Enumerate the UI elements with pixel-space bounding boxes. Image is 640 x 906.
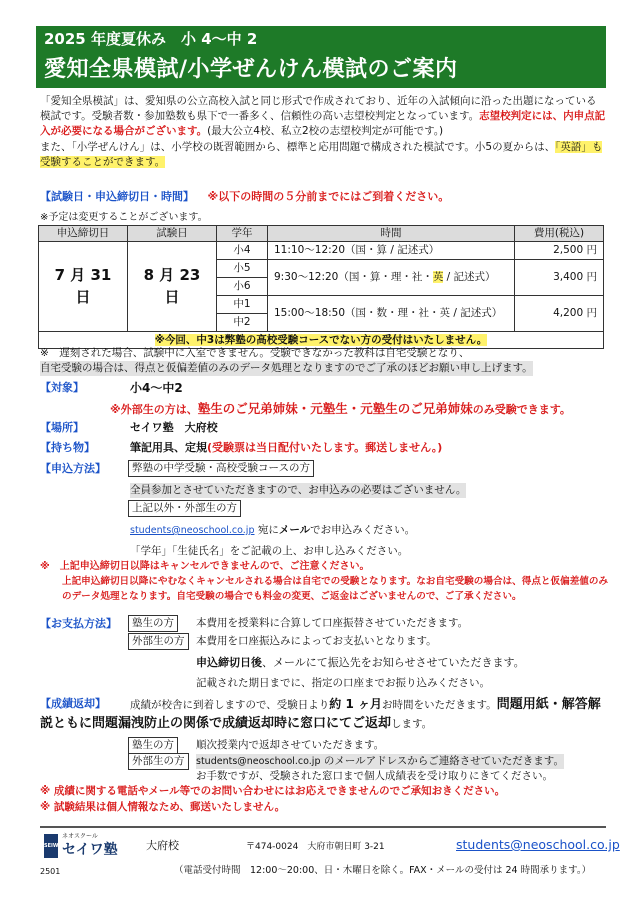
cancel-note-1: ※ 上記申込締切日以降はキャンセルできませんので、ご注意ください。 xyxy=(40,561,370,572)
cancel-note-2-b: なお自宅受験の場合は、得点と仮偏差値のみ xyxy=(416,576,609,587)
cancel-note-2-a: 上記申込締切日以降にやむなくキャンセルされる場合は自宅での受験となります。 xyxy=(62,576,417,587)
items-label: 【持ち物】 xyxy=(40,441,95,454)
items-value-wrap xyxy=(130,440,442,456)
warning-1: ※ 成績に関する電話やメール等でのお問い合わせにはお応えできませんのでご承知おきください。 xyxy=(40,785,506,797)
payment-label xyxy=(40,616,117,632)
time-english-highlight: 英 xyxy=(432,271,444,284)
results-text-1 xyxy=(130,696,601,715)
apply-text-2 xyxy=(130,523,415,538)
grade-cell: 中1 xyxy=(217,296,268,314)
warning-2: ※ 試験結果は個人情報なため、郵送いたしません。 xyxy=(40,801,286,813)
results-text-5: お手数ですが、受験された窓口まで個人成績表を受け取りにきてください。 xyxy=(196,770,553,782)
results-row-1 xyxy=(40,696,601,712)
intro-paragraph-1 xyxy=(40,94,606,140)
fee-cell: 4,200 円 xyxy=(515,296,604,332)
apply-text-2-b: メール xyxy=(278,524,311,536)
results-text-4-b: のメールアドレスからご連絡させていただきます。 xyxy=(320,755,564,767)
payment-text-3-b: 、メールにて振込先をお知らせさせていただきます。 xyxy=(262,656,525,669)
items-note: (受験票は当日配付いたします。郵送しません。) xyxy=(207,441,443,454)
payment-text-2: 本費用を口座振込みによってお支払いとなります。 xyxy=(196,635,437,647)
grade-cell: 小4 xyxy=(217,242,268,260)
results-text-3: 順次授業内で返却させていただきます。 xyxy=(196,739,385,751)
place-value: セイワ塾 大府校 xyxy=(130,421,218,434)
payment-box-1 xyxy=(128,615,178,632)
payment-box-1-label: 塾生の方 xyxy=(128,615,178,632)
apply-box-1-label: 弊塾の中学受験・高校受験コースの方 xyxy=(128,460,314,477)
logo-main-text: セイワ塾 xyxy=(62,842,118,858)
results-label: 【成績返却】 xyxy=(40,697,106,710)
time-cell xyxy=(268,260,515,296)
intro-p1-a: 「愛知全県模試」は、愛知県の公立高校入試と同じ形式で作成されており、近年の入試傾向に沿った出題になっている模試です。受験者数・参加塾数も県下で一番多く、信頼性の高い志望校判定となっています。 xyxy=(40,95,597,123)
target-label: 【対象】 xyxy=(40,381,84,394)
results-text-1-a: 成績が校舎に到着しますので、受験日より xyxy=(130,699,330,711)
time-text-tail: / 記述式） xyxy=(443,271,496,284)
results-text-1-d: 問題用紙・解答解 xyxy=(496,697,601,712)
header-time: 時間 xyxy=(268,226,515,242)
exam-note: ※以下の時間の５分前までにはご到着ください。 xyxy=(207,190,450,203)
table-footer-note: ※今回、中3は弊塾の高校受験コースでない方の受付はいたしません。 xyxy=(154,333,488,346)
apply-box-2-label: 上記以外・外部生の方 xyxy=(128,500,241,517)
payment-text-1: 本費用を授業料に合算して口座振替させていただきます。 xyxy=(196,617,469,629)
cancel-note-3: のデータ処理となります。自宅受験の場合でも料金の変更、ご返金はございませんので、ご了承ください。 xyxy=(62,591,522,602)
results-text-2-b: します。 xyxy=(391,718,433,730)
payment-text-3 xyxy=(196,655,525,671)
schedule-note: ※予定は変更することがございます。 xyxy=(40,212,208,223)
intro-p2-a: また、「小学ぜんけん」は、小学校の既習範囲から、標準と応用問題で構成された模試です。小5の夏からは、 xyxy=(40,140,556,153)
intro-paragraph-2 xyxy=(40,140,606,170)
logo-side-text: SEIWA xyxy=(44,843,63,849)
intro-p2-highlight: 「英語」も受験することができます。 xyxy=(40,140,603,168)
footer-code: 2501 xyxy=(40,867,61,876)
schedule-table xyxy=(38,225,604,349)
results-email[interactable]: students@neoschool.co.jp xyxy=(196,756,321,767)
results-box-2-label: 外部生の方 xyxy=(128,753,189,770)
time-cell: 11:10～12:20（国・算 / 記述式） xyxy=(268,242,515,260)
logo-small-text: ネオスクール xyxy=(62,833,98,840)
header-exam-date: 試験日 xyxy=(128,226,217,242)
apply-box-1 xyxy=(128,460,314,477)
footer-hours: （電話受付時間 12:00～20:00、日・木曜日を除く。FAX・メールの受付は 24 時間承ります。） xyxy=(174,865,592,876)
header-fee: 費用(税込) xyxy=(515,226,604,242)
place-row xyxy=(40,420,218,436)
results-box-1-label: 塾生の方 xyxy=(128,737,178,754)
banner-title: 愛知全県模試/小学ぜんけん模試のご案内 xyxy=(44,57,458,82)
results-text-1-b: 約 1 ヶ月 xyxy=(329,697,383,711)
items-row xyxy=(40,440,443,456)
apply-text-2-a: 宛に xyxy=(254,524,279,536)
items-value: 筆記用具、定規 xyxy=(130,441,207,454)
intro-text xyxy=(40,94,606,170)
results-row-2 xyxy=(40,715,432,734)
apply-label-text: 【申込方法】 xyxy=(40,462,106,475)
payment-text-4: 記載された期日までに、指定の口座までお振り込みください。 xyxy=(196,677,490,689)
grade-cell: 小5 xyxy=(217,260,268,278)
exam-heading: 【試験日・申込締切日・時間】 xyxy=(40,190,194,203)
payment-label-text: 【お支払方法】 xyxy=(40,617,117,630)
results-box-2 xyxy=(128,753,189,770)
payment-text-3-a: 申込締切日後 xyxy=(196,656,262,669)
apply-text-3: 「学年」「生徒氏名」をご記載の上、お申し込みください。 xyxy=(130,545,409,557)
outside-note-b: 塾生のご兄弟姉妹・元塾生・元塾生のご兄弟姉妹 xyxy=(197,401,473,416)
intro-p1-b: (最大公立4校、私立2校の志望校判定が可能です。) xyxy=(207,125,444,138)
late-note-2: 自宅受験の場合は、得点と仮偏差値のみのデータ処理となりますのでご了承のほどお願い申し上げます。 xyxy=(40,361,533,376)
results-text-1-c: お時間をいただきます。 xyxy=(382,699,497,711)
grade-cell: 小6 xyxy=(217,278,268,296)
cancel-note-2 xyxy=(62,575,608,589)
exam-date-cell: 8 月 23 日 xyxy=(128,242,217,332)
footer-address: 〒474-0024 大府市朝日町 3-21 xyxy=(246,842,385,852)
target-row xyxy=(40,380,183,396)
outside-note xyxy=(110,400,571,418)
intro-p1-red: 志望校判定には、内申点記入が必要になる場合がございます。 xyxy=(40,110,606,138)
footer-branch: 大府校 xyxy=(146,839,179,852)
apply-text-2-c: でお申込みください。 xyxy=(310,524,416,536)
deadline-cell: 7 月 31 日 xyxy=(39,242,128,332)
apply-box-2 xyxy=(128,500,241,517)
fee-cell: 2,500 円 xyxy=(515,242,604,260)
grade-cell: 中2 xyxy=(217,314,268,332)
apply-label xyxy=(40,461,106,477)
fee-cell: 3,400 円 xyxy=(515,260,604,296)
logo-mark-icon xyxy=(44,834,63,858)
time-cell: 15:00～18:50（国・数・理・社・英 / 記述式） xyxy=(268,296,515,332)
results-box-1 xyxy=(128,737,178,754)
banner-subtitle: 2025 年度夏休み 小 4～中 2 xyxy=(44,30,258,48)
footer-divider xyxy=(40,826,606,828)
place-label: 【場所】 xyxy=(40,421,84,434)
apply-text-1: 全員参加とさせていただきますので、お申込みの必要はございません。 xyxy=(130,483,466,498)
table-header-row xyxy=(39,226,604,242)
time-text: 9:30～12:20（国・算・理・社・ xyxy=(274,271,433,284)
footer-email-link[interactable]: students@neoschool.co.jp xyxy=(456,837,620,852)
logo xyxy=(44,834,124,858)
outside-note-c: のみ受験できます。 xyxy=(472,403,571,416)
results-text-2-a: 説ともに問題漏洩防止の関係で成績返却時に窓口にてご返却 xyxy=(40,716,392,731)
apply-email-link[interactable]: students@neoschool.co.jp xyxy=(130,525,255,536)
header-deadline: 申込締切日 xyxy=(39,226,128,242)
outside-note-a: ※外部生の方は、 xyxy=(110,403,198,416)
header-grade: 学年 xyxy=(217,226,268,242)
target-value: 小4～中2 xyxy=(130,381,183,395)
payment-box-2 xyxy=(128,633,189,650)
exam-heading-row xyxy=(40,189,449,205)
results-text-4 xyxy=(196,754,564,769)
table-row xyxy=(39,242,604,260)
late-note-1: ※ 遅刻された場合、試験中に入室できません。受験できなかった教科は自宅受験となり、 xyxy=(40,347,470,359)
header-banner xyxy=(36,26,606,88)
payment-box-2-label: 外部生の方 xyxy=(128,633,189,650)
